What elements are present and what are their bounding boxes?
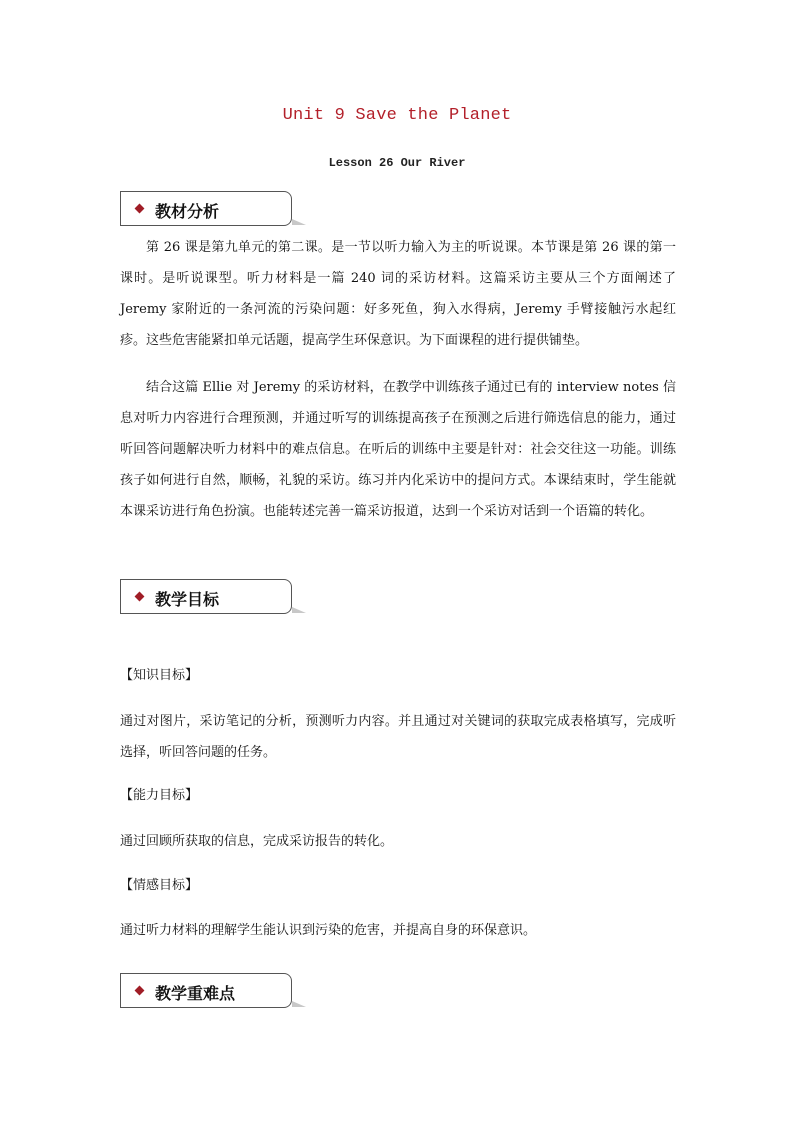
- ability-objective-heading: 【能力目标】: [120, 788, 199, 803]
- section-shadow: [292, 219, 306, 225]
- diamond-bullet-icon: [135, 986, 145, 996]
- analysis-paragraph-1: 第 26 课是第九单元的第二课。是一节以听力输入为主的听说课。本节课是第 26 课的第一课时。是听说课型。听力材料是一篇 240 词的采访材料。这篇采访主要从三个方面阐述了 Jeremy 家附近的一条河流的污染问题：好多死鱼，狗入水得病，Jeremy 手臂接触污水起红疹。这些危害能紧扣单元话题，提高学生环保意识。为下面课程的进行提供铺垫。: [120, 240, 676, 348]
- lesson-title: Lesson 26 Our River: [328, 156, 466, 170]
- diamond-bullet-icon: [135, 204, 145, 214]
- emotion-objective-heading: 【情感目标】: [120, 878, 199, 893]
- knowledge-objective-text: 通过对图片，采访笔记的分析，预测听力内容。并且通过对关键词的获取完成表格填写，完成听选择，听回答问题的任务。: [120, 714, 676, 760]
- section-shadow: [292, 1001, 306, 1007]
- unit-title: Unit 9 Save the Planet: [282, 106, 512, 125]
- analysis-paragraph-2: 结合这篇 Ellie 对 Jeremy 的采访材料，在教学中训练孩子通过已有的 interview notes 信息对听力内容进行合理预测，并通过听写的训练提高孩子在预测之后进行筛选信息的能力，通过听回答问题解决听力材料中的难点信息。在听后的训练中主要是针对：社会交往这一功能。训练孩子如何进行自然，顺畅，礼貌的采访。练习并内化采访中的提问方式。本课结束时，学生能就本课采访进行角色扮演。也能转述完善一篇采访报道，达到一个采访对话到一个语篇的转化。: [120, 380, 676, 519]
- section-header-key-points: [120, 973, 292, 1008]
- knowledge-objective-heading: 【知识目标】: [120, 668, 199, 683]
- ability-objective-text: 通过回顾所获取的信息，完成采访报告的转化。: [120, 834, 394, 849]
- section-header-analysis: [120, 191, 292, 226]
- section-label: 教学目标: [155, 590, 220, 609]
- emotion-objective-text: 通过听力材料的理解学生能认识到污染的危害，并提高自身的环保意识。: [120, 923, 537, 938]
- section-shadow: [292, 607, 306, 613]
- section-header-objectives: [120, 579, 292, 614]
- diamond-bullet-icon: [135, 592, 145, 602]
- section-label: 教材分析: [155, 202, 220, 221]
- section-label: 教学重难点: [155, 984, 236, 1003]
